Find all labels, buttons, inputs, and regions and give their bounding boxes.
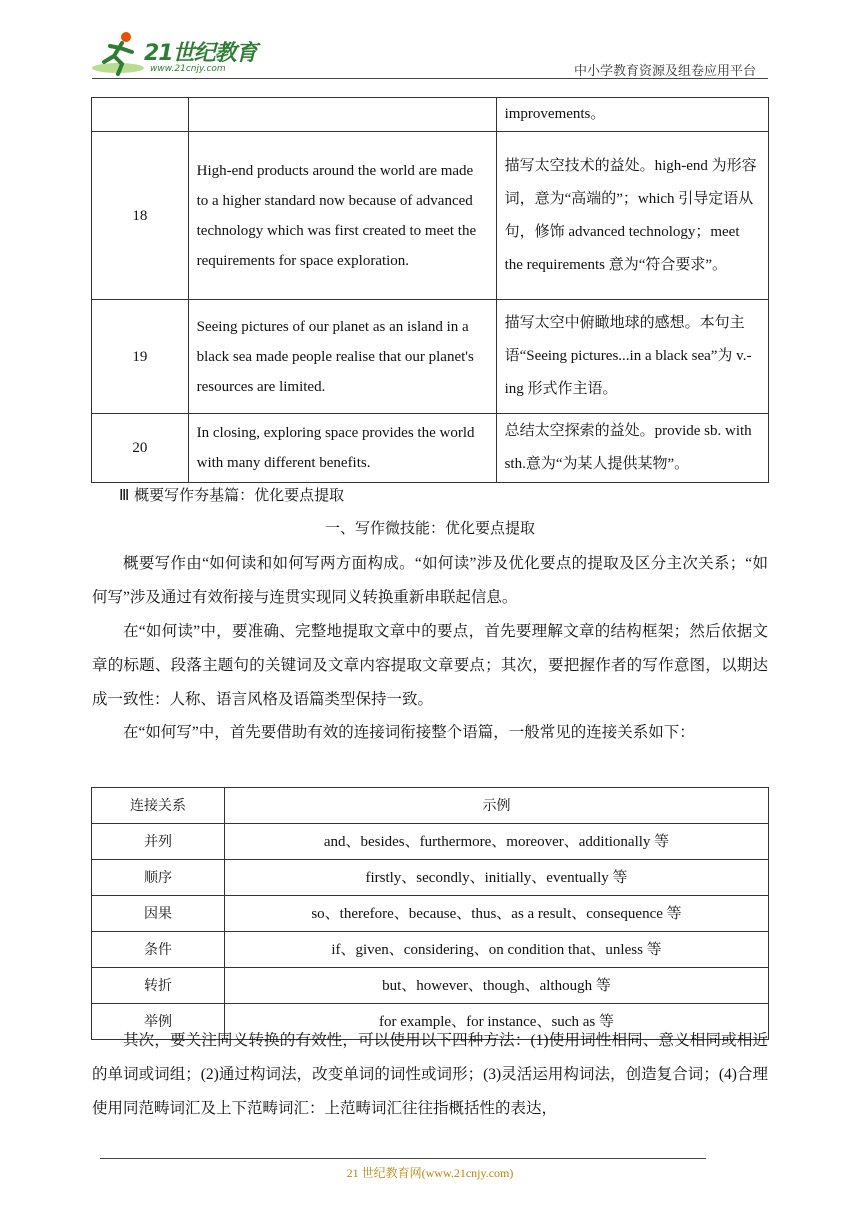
example-cell: so、therefore、because、thus、as a result、consequence 等 xyxy=(225,896,769,932)
row-number xyxy=(92,98,189,132)
section-heading: Ⅲ 概要写作夯基篇：优化要点提取 xyxy=(119,486,345,504)
logo-url: www.21cnjy.com xyxy=(150,64,226,74)
page-footer: 21 世纪教育网(www.21cnjy.com) xyxy=(346,1166,514,1180)
table-row xyxy=(92,98,769,132)
example-cell: if、given、considering、on condition that、unless 等 xyxy=(225,932,769,968)
connector-table xyxy=(91,787,769,1040)
note-cell: 描写太空技术的益处。high-end 为形容词，意为“高端的”；which 引导定语从句，修饰 advanced technology；meet the requirements 意为“符合要求”。 xyxy=(496,132,768,300)
note-cell: 总结太空探索的益处。provide sb. with sth.意为“为某人提供某物”。 xyxy=(496,414,768,483)
row-number: 19 xyxy=(92,300,189,414)
table-row xyxy=(92,968,769,1004)
note-cell: improvements。 xyxy=(496,98,768,132)
paragraph-4: 其次，要关注同义转换的有效性，可以使用以下四种方法：(1)使用词性相同、意义相同或相近的单词或词组；(2)通过构词法，改变单词的词性或词形；(3)灵活运用构词法，创造复合词；(4)合理使用同范畴词汇及上下范畴词汇：上范畴词汇往往指概括性的表达， xyxy=(92,1032,768,1117)
example-cell: for example、for instance、such as 等 xyxy=(225,1004,769,1040)
table-row xyxy=(92,300,769,414)
example-cell: but、however、though、although 等 xyxy=(225,968,769,1004)
relation-cell: 并列 xyxy=(92,824,225,860)
runner-icon xyxy=(92,28,148,78)
sentence-cell xyxy=(188,98,496,132)
table-row xyxy=(92,860,769,896)
table-row xyxy=(92,896,769,932)
platform-name: 中小学教育资源及组卷应用平台 xyxy=(573,63,756,78)
example-cell: and、besides、furthermore、moreover、additionally 等 xyxy=(225,824,769,860)
site-logo xyxy=(92,28,262,78)
paragraph-1: 概要写作由“如何读和如何写两方面构成。“如何读”涉及优化要点的提取及区分主次关系；“如何写”涉及通过有效衔接与连贯实现同义转换重新串联起信息。 xyxy=(92,555,768,606)
sentence-cell: High-end products around the world are made to a higher standard now because of advanced technology which was first created to meet the requirements for space exploration. xyxy=(188,132,496,300)
page-header xyxy=(92,28,768,80)
paragraph-2: 在“如何读”中，要准确、完整地提取文章中的要点，首先要理解文章的结构框架；然后依据文章的标题、段落主题句的关键词及文章内容提取文章要点；其次，要把握作者的写作意图，以期达成一致性：人称、语言风格及语篇类型保持一致。 xyxy=(92,623,768,708)
relation-cell: 因果 xyxy=(92,896,225,932)
section-subheading: 一、写作微技能：优化要点提取 xyxy=(324,519,535,537)
row-number: 18 xyxy=(92,132,189,300)
table-row xyxy=(92,932,769,968)
sentence-analysis-table xyxy=(91,97,769,483)
relation-cell: 转折 xyxy=(92,968,225,1004)
note-cell: 描写太空中俯瞰地球的感想。本句主语“Seeing pictures...in a black sea”为 v.-ing 形式作主语。 xyxy=(496,300,768,414)
row-number: 20 xyxy=(92,414,189,483)
column-header: 示例 xyxy=(225,788,769,824)
table-row xyxy=(92,824,769,860)
footer-divider xyxy=(100,1158,706,1159)
header-divider xyxy=(92,78,768,79)
sentence-cell: Seeing pictures of our planet as an island in a black sea made people realise that our planet's resources are limited. xyxy=(188,300,496,414)
logo-text: 21世纪教育 xyxy=(144,41,257,66)
relation-cell: 顺序 xyxy=(92,860,225,896)
column-header: 连接关系 xyxy=(92,788,225,824)
sentence-cell: In closing, exploring space provides the world with many different benefits. xyxy=(188,414,496,483)
paragraph-3: 在“如何写”中，首先要借助有效的连接词衔接整个语篇，一般常见的连接关系如下： xyxy=(123,724,695,741)
example-cell: firstly、secondly、initially、eventually 等 xyxy=(225,860,769,896)
table-header-row xyxy=(92,788,769,824)
relation-cell: 条件 xyxy=(92,932,225,968)
table-row xyxy=(92,414,769,483)
table-row xyxy=(92,132,769,300)
relation-cell: 举例 xyxy=(92,1004,225,1040)
